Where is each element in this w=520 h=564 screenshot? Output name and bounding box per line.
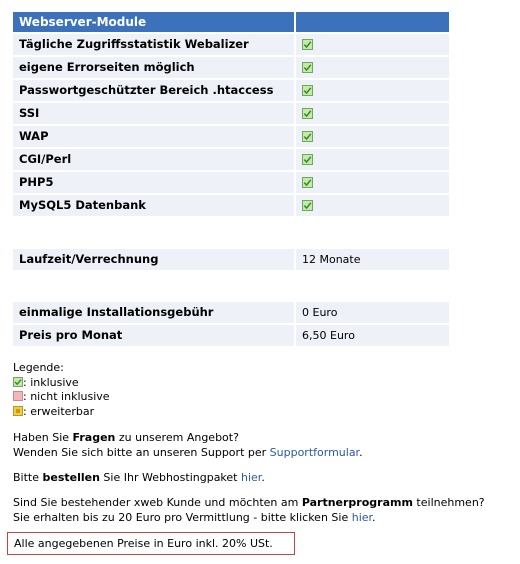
table-header-label: Webserver-Module — [13, 12, 294, 32]
setup-fee-label: einmalige Installationsgebühr — [13, 302, 294, 323]
table-row — [13, 195, 449, 216]
monthly-price-label: Preis pro Monat — [13, 325, 294, 346]
partner-bold: Partnerprogramm — [301, 496, 413, 509]
support-form-link[interactable]: Supportformular — [269, 445, 360, 459]
legend — [13, 361, 110, 419]
setup-fee-value: 0 Euro — [296, 302, 449, 323]
table-row — [13, 325, 449, 346]
module-label: Tägliche Zugriffsstatistik Webalizer — [13, 34, 294, 55]
module-label: PHP5 — [13, 172, 294, 193]
not-included-icon — [13, 391, 23, 401]
module-label: SSI — [13, 103, 294, 124]
check-icon — [302, 177, 313, 188]
legend-item-not-inclusive — [13, 390, 110, 405]
check-icon — [302, 62, 313, 73]
monthly-price-value: 6,50 Euro — [296, 325, 449, 346]
runtime-table — [13, 249, 449, 272]
pricing-table — [13, 302, 449, 348]
table-row — [13, 34, 449, 55]
legend-not-inclusive-label: : nicht inklusive — [23, 390, 110, 403]
module-label: CGI/Perl — [13, 149, 294, 170]
modules-table — [13, 12, 449, 218]
table-row — [13, 172, 449, 193]
table-row — [13, 302, 449, 323]
module-label: Passwortgeschützter Bereich .htaccess — [13, 80, 294, 101]
check-icon — [13, 377, 23, 387]
runtime-label: Laufzeit/Verrechnung — [13, 249, 294, 270]
check-icon — [302, 85, 313, 96]
questions-bold: Fragen — [72, 431, 116, 444]
legend-item-inclusive — [13, 376, 110, 391]
table-row — [13, 80, 449, 101]
module-label: MySQL5 Datenbank — [13, 195, 294, 216]
order-link[interactable]: hier — [241, 471, 262, 484]
partner-link[interactable]: hier — [351, 510, 373, 524]
order-bold: bestellen — [42, 471, 100, 484]
legend-item-extendable — [13, 405, 110, 420]
check-icon — [302, 39, 313, 50]
legend-inclusive-label: : inklusive — [23, 375, 79, 389]
extendable-icon — [13, 406, 23, 416]
module-label: WAP — [13, 126, 294, 147]
check-icon — [302, 200, 313, 211]
legend-title: Legende: — [13, 361, 64, 374]
table-row — [13, 57, 449, 78]
runtime-value: 12 Monate — [296, 249, 449, 270]
price-note: Alle angegebenen Preise in Euro inkl. 20% USt. — [7, 532, 295, 555]
table-row — [13, 103, 449, 124]
table-row — [13, 149, 449, 170]
legend-extendable-label: : erweiterbar — [23, 404, 95, 418]
check-icon — [302, 131, 313, 142]
table-header — [13, 12, 449, 32]
check-icon — [302, 108, 313, 119]
partner-paragraph: Sind Sie bestehender xweb Kunde und möchten am Partnerprogramm teilnehmen? Sie erhalten bis zu 20 Euro pro Vermittlung - bitte klicken Sie hier. — [13, 496, 485, 524]
check-icon — [302, 154, 313, 165]
table-row — [13, 126, 449, 147]
order-paragraph: Bitte bestellen Sie Ihr Webhostingpaket hier. — [13, 471, 265, 484]
questions-paragraph: Haben Sie Fragen zu unserem Angebot? Wenden Sie sich bitte an unseren Support per Supportformular. — [13, 431, 363, 459]
table-row — [13, 249, 449, 270]
module-label: eigene Errorseiten möglich — [13, 57, 294, 78]
